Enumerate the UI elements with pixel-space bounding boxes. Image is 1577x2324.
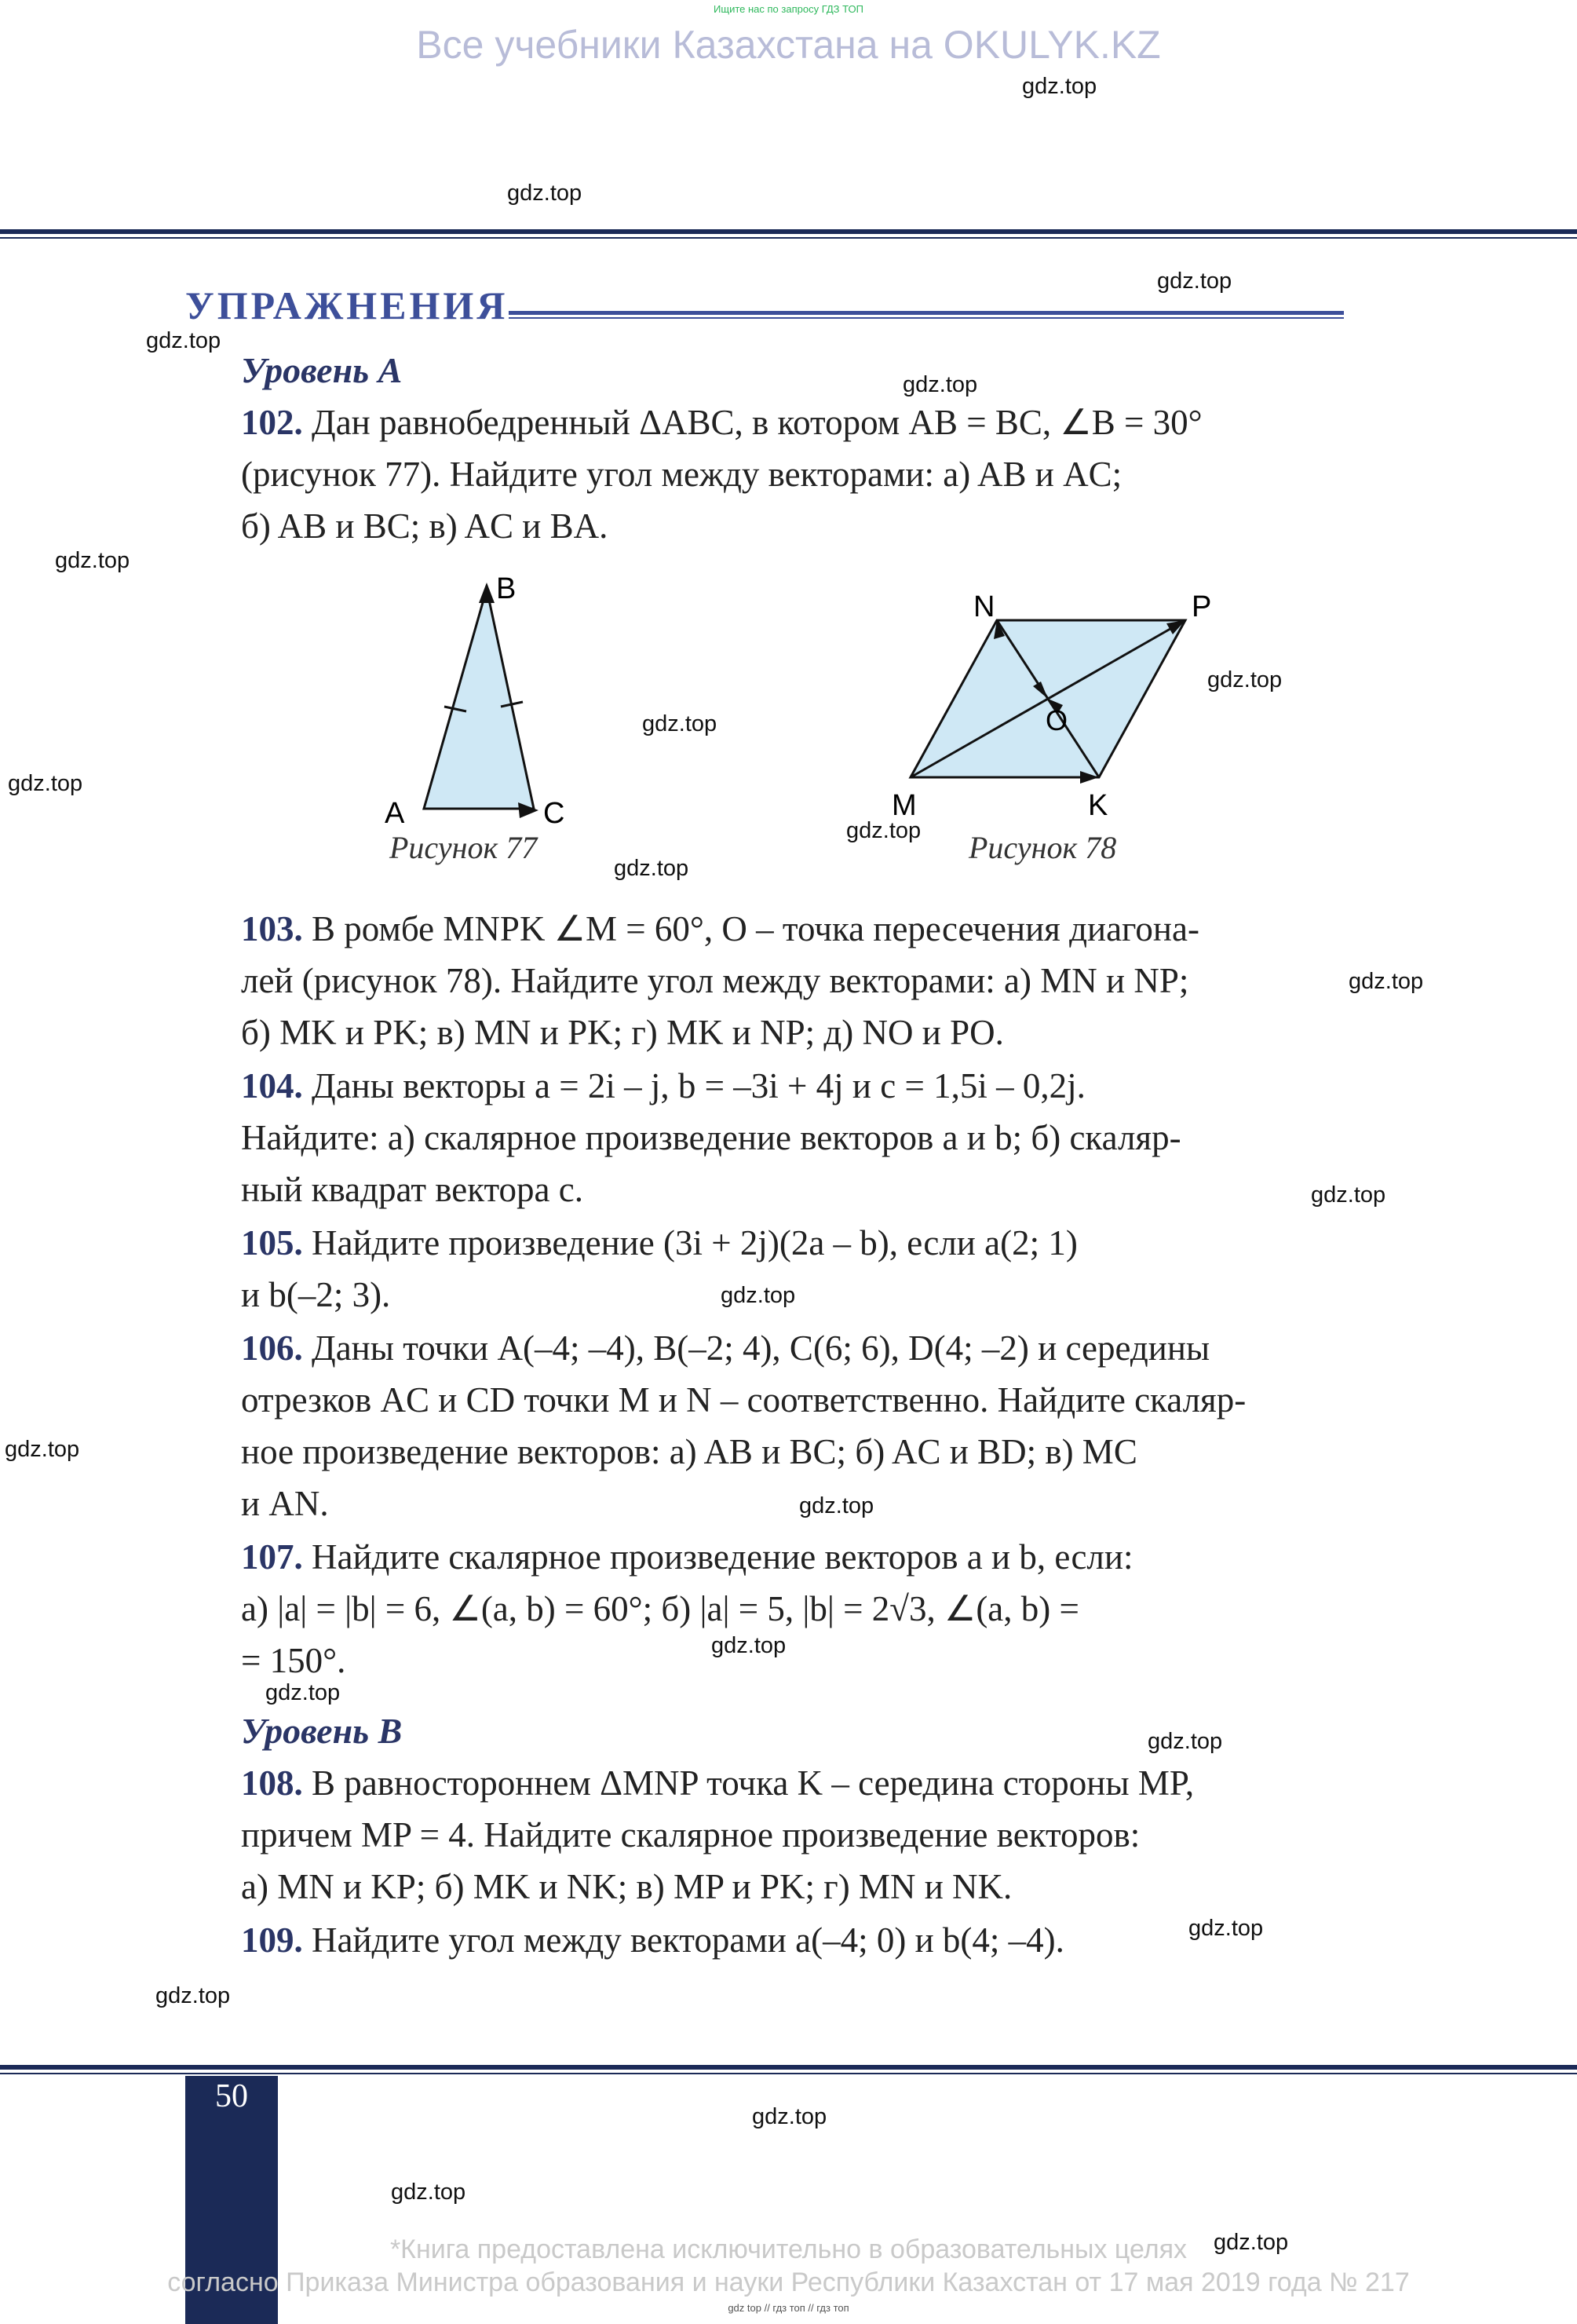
watermark: gdz.top (1311, 1182, 1386, 1208)
label-p: P (1192, 590, 1212, 623)
triangle-abc (424, 589, 534, 809)
exercise-number: 107. (241, 1537, 303, 1577)
watermark: gdz.top (752, 2104, 827, 2129)
figure-77-triangle (377, 573, 597, 832)
exercise-line: б) MK и PK; в) MN и PK; г) MK и NP; д) NO и PO. (241, 1013, 1004, 1052)
exercise-line: а) |a| = |b| = 6, ∠(a, b) = 60°; б) |a| = 5, |b| = 2√3, ∠(a, b) = (241, 1589, 1079, 1628)
footer-small: gdz top // гдз топ // гдз топ (728, 2302, 849, 2314)
level-b-heading: Уровень В (241, 1711, 403, 1751)
watermark: gdz.top (1188, 1916, 1264, 1941)
figure-77-caption: Рисунок 77 (389, 830, 538, 865)
watermark: gdz.top (5, 1437, 80, 1462)
exercise-104 (241, 1060, 1344, 1215)
label-m: M (892, 789, 917, 822)
search-hint: Ищите нас по запросу ГДЗ ТОП (714, 3, 863, 15)
label-k: K (1088, 789, 1108, 822)
footer-order: согласно Приказа Министра образования и науки Республики Казахстан от 17 мая 2019 года № 217 (167, 2267, 1410, 2297)
watermark: gdz.top (1022, 74, 1097, 99)
watermark: gdz.top (155, 1983, 231, 2008)
exercise-number: 102. (241, 403, 303, 442)
exercise-107 (241, 1531, 1344, 1686)
exercise-line: и AN. (241, 1484, 329, 1523)
section-rule (509, 311, 1344, 315)
bottom-rule (0, 2065, 1577, 2070)
page-number: 50 (215, 2078, 248, 2114)
exercise-line: (рисунок 77). Найдите угол между векторами: а) AB и AC; (241, 455, 1123, 494)
exercise-line: отрезков AC и CD точки M и N – соответственно. Найдите скаляр- (241, 1380, 1247, 1420)
exercise-line: = 150°. (241, 1641, 346, 1680)
label-a: A (385, 797, 405, 830)
exercise-line: б) AB и BC; в) AC и BA. (241, 506, 608, 546)
exercise-line: Даны векторы a = 2i – j, b = –3i + 4j и c = 1,5i – 0,2j. (312, 1066, 1086, 1105)
exercise-line: Найдите: а) скалярное произведение векторов a и b; б) скаляр- (241, 1118, 1181, 1157)
watermark: gdz.top (721, 1283, 796, 1308)
watermark: gdz.top (903, 372, 978, 397)
watermark: gdz.top (1214, 2230, 1289, 2255)
exercise-106 (241, 1322, 1344, 1529)
watermark: gdz.top (1349, 969, 1424, 994)
exercise-number: 103. (241, 909, 303, 948)
exercise-number: 105. (241, 1223, 303, 1262)
exercise-line: ный квадрат вектора c. (241, 1170, 584, 1209)
exercise-line: а) MN и KP; б) MK и NK; в) MP и PK; г) MN и NK. (241, 1867, 1013, 1906)
watermark: gdz.top (799, 1493, 874, 1518)
exercise-line: и b(–2; 3). (241, 1275, 391, 1314)
arrow-head-b (479, 583, 495, 603)
exercise-103 (241, 903, 1344, 1058)
label-c: C (543, 797, 565, 830)
watermark: gdz.top (846, 818, 922, 843)
exercise-line: лей (рисунок 78). Найдите угол между векторами: а) MN и NP; (241, 961, 1189, 1000)
figure-78-rhombus (879, 589, 1225, 824)
watermark: gdz.top (1157, 269, 1232, 294)
bottom-rule-thin (0, 2073, 1577, 2074)
label-o: O (1046, 704, 1068, 736)
exercise-line: ное произведение векторов: а) AB и BC; б) AC и BD; в) MC (241, 1432, 1137, 1471)
watermark: gdz.top (614, 856, 689, 881)
exercise-108 (241, 1757, 1344, 1913)
watermark: gdz.top (391, 2180, 466, 2205)
watermark: gdz.top (1148, 1729, 1223, 1754)
exercise-109 (241, 1914, 1344, 1966)
figure-78-caption: Рисунок 78 (969, 830, 1117, 865)
exercise-line: Найдите произведение (3i + 2j)(2a – b), если a(2; 1) (312, 1223, 1078, 1262)
site-banner[interactable]: Все учебники Казахстана на OKULYK.KZ (416, 23, 1161, 67)
watermark: gdz.top (1207, 667, 1283, 692)
exercise-line: Найдите угол между векторами a(–4; 0) и b(4; –4). (312, 1920, 1064, 1960)
watermark: gdz.top (642, 711, 717, 736)
exercise-line: Даны точки A(–4; –4), B(–2; 4), C(6; 6), D(4; –2) и середины (312, 1328, 1210, 1368)
exercise-number: 109. (241, 1920, 303, 1960)
exercise-line: Найдите скалярное произведение векторов a и b, если: (312, 1537, 1133, 1577)
exercise-102 (241, 396, 1344, 552)
label-n: N (973, 590, 995, 623)
exercise-number: 104. (241, 1066, 303, 1105)
exercise-line: Дан равнобедренный ΔABC, в котором AB = BC, ∠B = 30° (312, 403, 1203, 442)
exercise-line: В ромбе MNPK ∠M = 60°, O – точка пересечения диагона- (312, 909, 1199, 948)
level-a-heading: Уровень А (241, 350, 403, 390)
watermark: gdz.top (146, 328, 221, 353)
section-title: УПРАЖНЕНИЯ (185, 283, 509, 327)
footer-disclaimer: *Книга предоставлена исключительно в образовательных целях (389, 2234, 1188, 2264)
exercise-number: 108. (241, 1763, 303, 1803)
exercise-number: 106. (241, 1328, 303, 1368)
label-b: B (496, 573, 517, 605)
section-rule-thin (509, 317, 1344, 319)
exercise-line: причем MP = 4. Найдите скалярное произведение векторов: (241, 1815, 1141, 1854)
exercise-line: В равностороннем ΔMNP точка K – середина стороны MP, (312, 1763, 1195, 1803)
watermark: gdz.top (711, 1633, 787, 1658)
watermark: gdz.top (265, 1680, 341, 1705)
top-rule-thin (0, 237, 1577, 239)
watermark: gdz.top (8, 771, 83, 796)
top-rule (0, 229, 1577, 234)
watermark: gdz.top (507, 181, 582, 206)
watermark: gdz.top (55, 548, 130, 573)
